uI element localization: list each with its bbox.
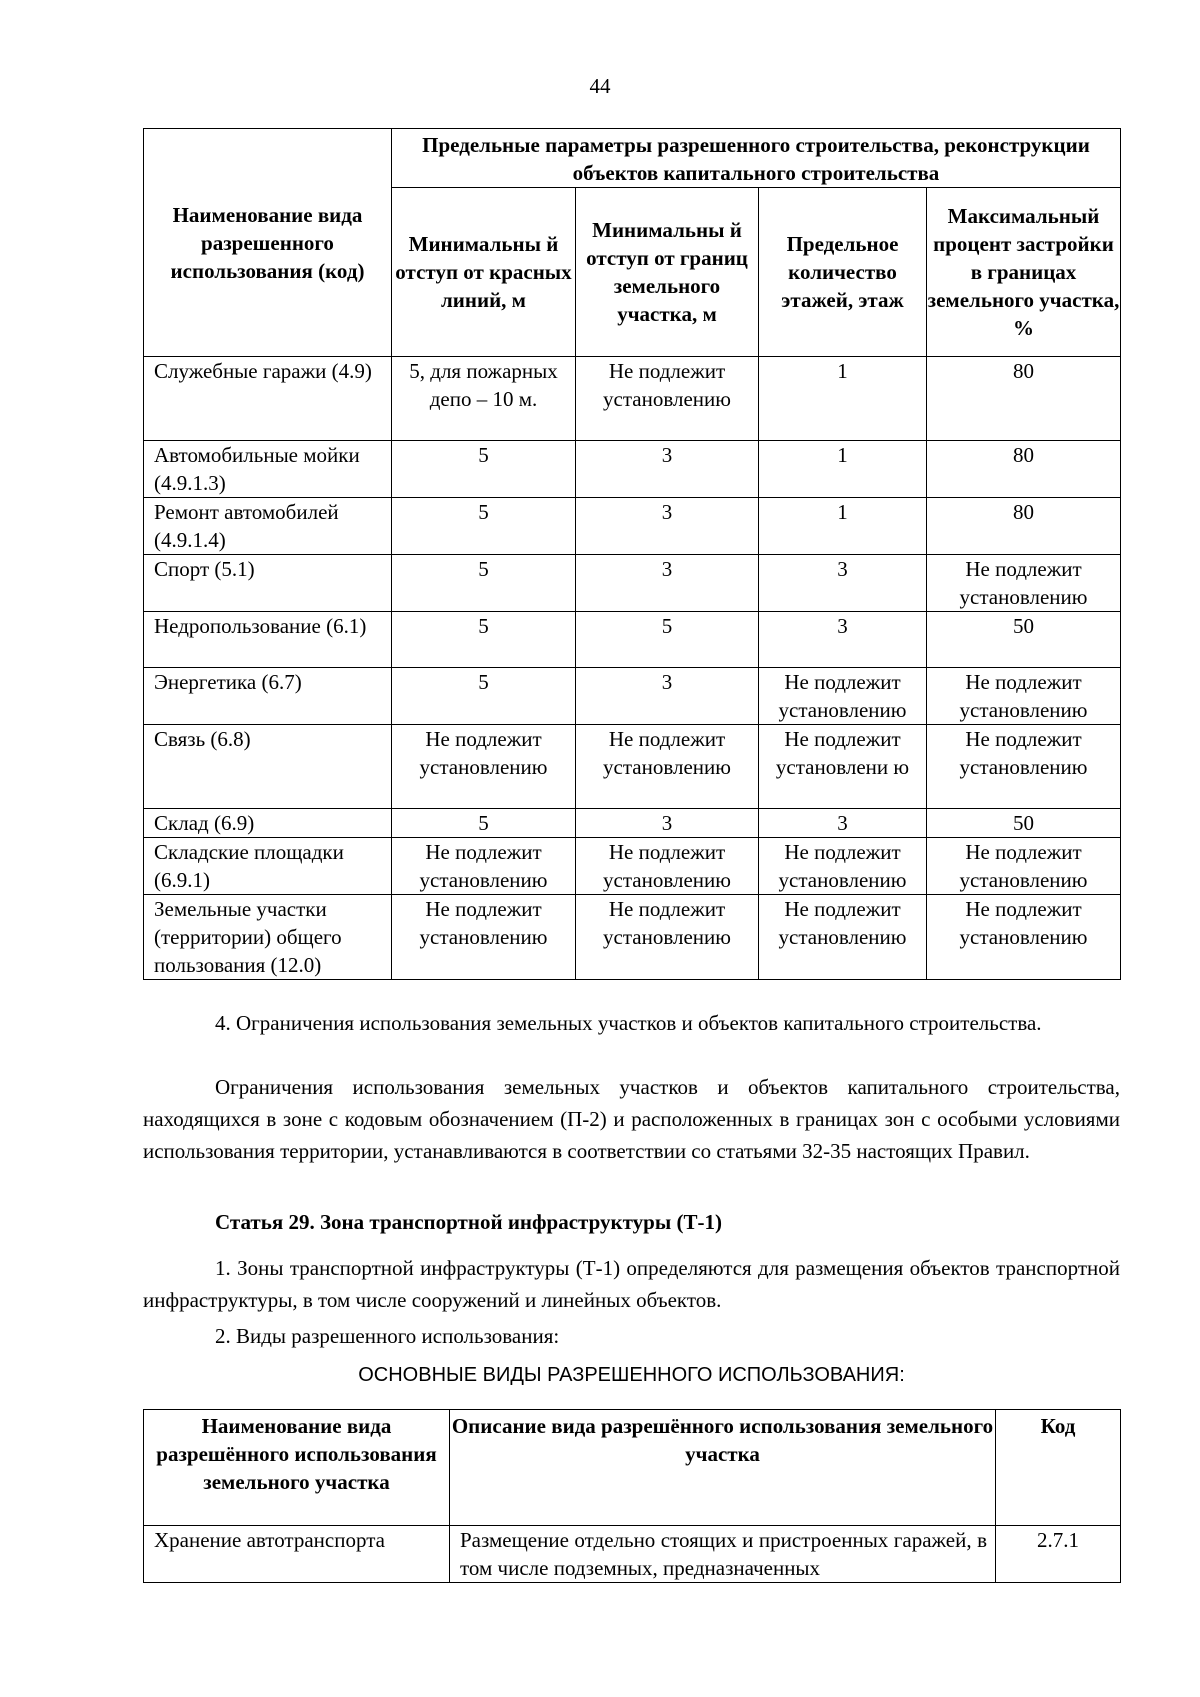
- cell-coverage: 80: [927, 498, 1121, 555]
- table-row: [144, 895, 1121, 980]
- cell-floors: 1: [759, 357, 927, 441]
- row-name: Ремонт автомобилей (4.9.1.4): [144, 498, 392, 555]
- table-header-row: [144, 1410, 1121, 1526]
- parameters-table: [143, 128, 1121, 980]
- table-row: [144, 838, 1121, 895]
- cell-red-lines: Не подлежит установлению: [392, 895, 576, 980]
- column-header-code: Код: [996, 1410, 1121, 1526]
- main-uses-title: ОСНОВНЫЕ ВИДЫ РАЗРЕШЕННОГО ИСПОЛЬЗОВАНИЯ:: [358, 1364, 905, 1386]
- cell-plot-borders: 5: [576, 612, 759, 668]
- cell-red-lines: 5: [392, 809, 576, 838]
- table-row: [144, 612, 1121, 668]
- cell-floors: 3: [759, 612, 927, 668]
- cell-red-lines: 5: [392, 441, 576, 498]
- cell-coverage: Не подлежит установлению: [927, 725, 1121, 809]
- column-header-use-name: Наименование вида разрешённого использования земельного участка: [144, 1410, 450, 1526]
- column-header-coverage: Максимальный процент застройки в границах земельного участка, %: [927, 188, 1121, 357]
- cell-coverage: 50: [927, 612, 1121, 668]
- page-number: 44: [589, 74, 611, 98]
- article-paragraph-1: 1. Зоны транспортной инфраструктуры (Т-1) определяются для размещения объектов транспортной инфраструктуры, в том числе сооружений и линейных объектов.: [143, 1256, 1120, 1312]
- row-name: Служебные гаражи (4.9): [144, 357, 392, 441]
- article-paragraph-2: 2. Виды разрешенного использования:: [215, 1324, 560, 1348]
- column-header-description: Описание вида разрешённого использования земельного участка: [450, 1410, 996, 1526]
- cell-red-lines: Не подлежит установлению: [392, 725, 576, 809]
- table-row: [144, 1526, 1121, 1583]
- cell-floors: Не подлежит установлению: [759, 895, 927, 980]
- cell-plot-borders: Не подлежит установлению: [576, 725, 759, 809]
- cell-floors: 3: [759, 809, 927, 838]
- cell-plot-borders: Не подлежит установлению: [576, 357, 759, 441]
- cell-coverage: Не подлежит установлению: [927, 838, 1121, 895]
- column-group-header: Предельные параметры разрешенного строительства, реконструкции объектов капитального строительства: [392, 129, 1121, 188]
- section-4-paragraph: 4. Ограничения использования земельных участков и объектов капитального строительства.: [215, 1011, 1042, 1035]
- row-use-name: Хранение автотранспорта: [144, 1526, 450, 1583]
- cell-red-lines: 5: [392, 612, 576, 668]
- cell-red-lines: 5, для пожарных депо – 10 м.: [392, 357, 576, 441]
- column-header-red-lines: Минимальны й отступ от красных линий, м: [392, 188, 576, 357]
- restrictions-paragraph: Ограничения использования земельных участков и объектов капитального строительства, находящихся в зоне с кодовым обозначением (П-2) и расположенных в границах зон с особыми условиями использования территории, устанавливаются в соответствии со статьями 32-35 настоящих Правил.: [143, 1075, 1120, 1163]
- cell-red-lines: 5: [392, 498, 576, 555]
- cell-floors: Не подлежит установлению: [759, 838, 927, 895]
- cell-floors: 3: [759, 555, 927, 612]
- table-row: [144, 668, 1121, 725]
- table-header-row: [144, 129, 1121, 188]
- cell-coverage: Не подлежит установлению: [927, 895, 1121, 980]
- cell-coverage: Не подлежит установлению: [927, 668, 1121, 725]
- row-name: Связь (6.8): [144, 725, 392, 809]
- cell-floors: 1: [759, 498, 927, 555]
- cell-plot-borders: 3: [576, 441, 759, 498]
- cell-coverage: 80: [927, 357, 1121, 441]
- cell-plot-borders: 3: [576, 498, 759, 555]
- cell-red-lines: 5: [392, 555, 576, 612]
- cell-coverage: 80: [927, 441, 1121, 498]
- table-row: [144, 498, 1121, 555]
- row-code: 2.7.1: [996, 1526, 1121, 1583]
- cell-coverage: 50: [927, 809, 1121, 838]
- column-header-name: Наименование вида разрешенного использования (код): [144, 129, 392, 357]
- cell-floors: Не подлежит установлению: [759, 668, 927, 725]
- column-header-plot-borders: Минимальны й отступ от границ земельного участка, м: [576, 188, 759, 357]
- row-name: Склад (6.9): [144, 809, 392, 838]
- row-name: Недропользование (6.1): [144, 612, 392, 668]
- cell-red-lines: Не подлежит установлению: [392, 838, 576, 895]
- cell-plot-borders: 3: [576, 668, 759, 725]
- table-row: [144, 555, 1121, 612]
- cell-plot-borders: Не подлежит установлению: [576, 895, 759, 980]
- cell-floors: Не подлежит установлени ю: [759, 725, 927, 809]
- row-name: Складские площадки (6.9.1): [144, 838, 392, 895]
- table-row: [144, 357, 1121, 441]
- article-heading: Статья 29. Зона транспортной инфраструктуры (Т-1): [215, 1210, 722, 1234]
- permitted-uses-table: [143, 1409, 1121, 1583]
- cell-floors: 1: [759, 441, 927, 498]
- cell-plot-borders: Не подлежит установлению: [576, 838, 759, 895]
- table-row: [144, 809, 1121, 838]
- row-name: Спорт (5.1): [144, 555, 392, 612]
- row-name: Автомобильные мойки (4.9.1.3): [144, 441, 392, 498]
- row-description: Размещение отдельно стоящих и пристроенных гаражей, в том числе подземных, предназначенных: [450, 1526, 996, 1583]
- cell-plot-borders: 3: [576, 809, 759, 838]
- cell-red-lines: 5: [392, 668, 576, 725]
- row-name: Земельные участки (территории) общего пользования (12.0): [144, 895, 392, 980]
- row-name: Энергетика (6.7): [144, 668, 392, 725]
- table-row: [144, 441, 1121, 498]
- cell-plot-borders: 3: [576, 555, 759, 612]
- column-header-floors: Предельное количество этажей, этаж: [759, 188, 927, 357]
- cell-coverage: Не подлежит установлению: [927, 555, 1121, 612]
- table-row: [144, 725, 1121, 809]
